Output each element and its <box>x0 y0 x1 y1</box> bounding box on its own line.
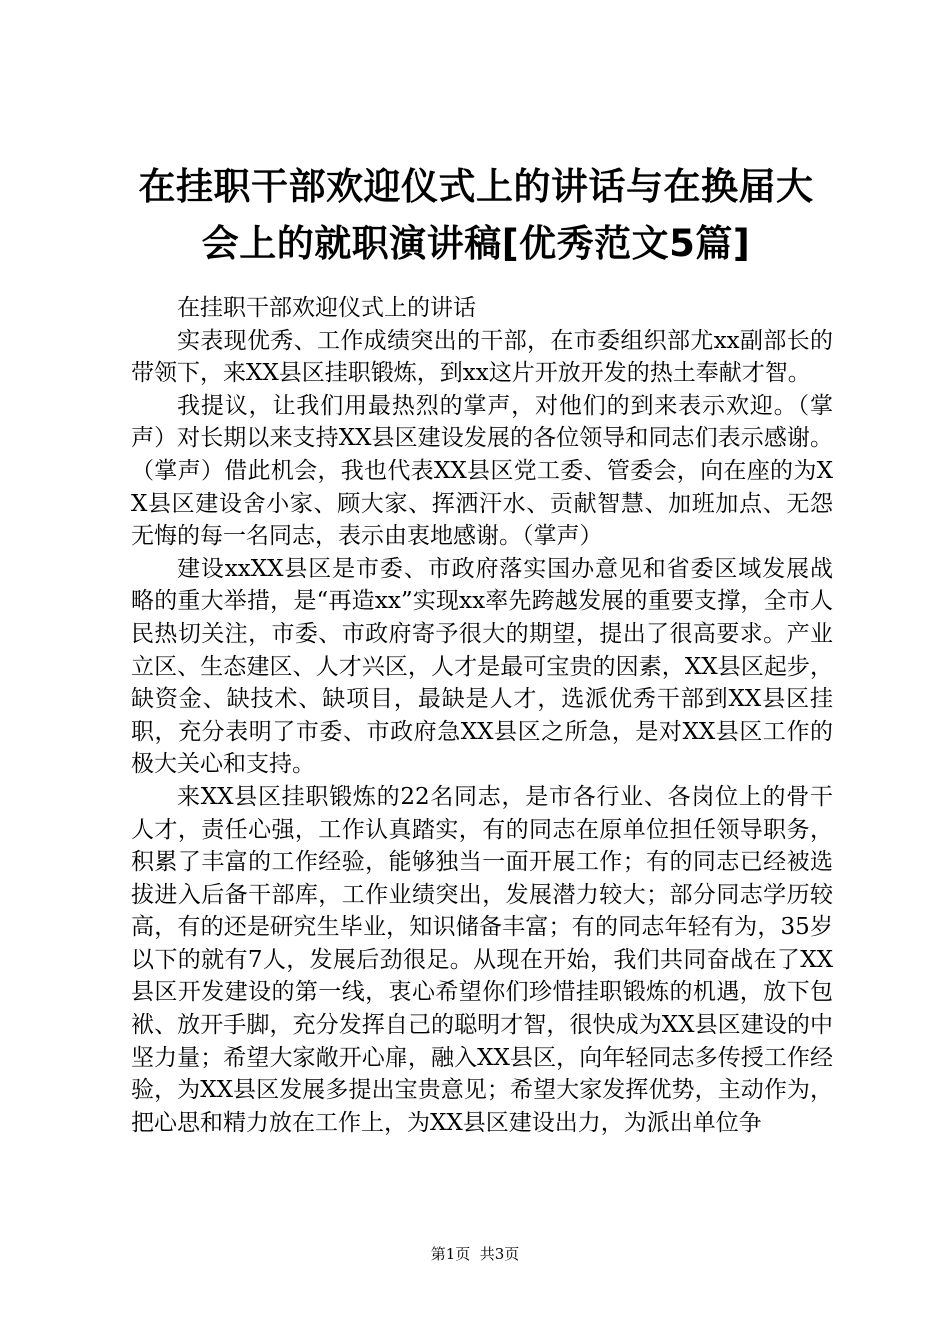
document-title: 在挂职干部欢迎仪式上的讲话与在换届大会上的就职演讲稿[优秀范文5篇] <box>138 165 814 265</box>
document-body <box>131 292 833 1139</box>
page-footer: 第1页 共3页 <box>430 1245 520 1263</box>
body-paragraph: 来XX县区挂职锻炼的22名同志，是市各行业、各岗位上的骨干人才，责任心强，工作认真踏实，有的同志在原单位担任领导职务，积累了丰富的工作经验，能够独当一面开展工作；有的同志已经被选拔进入后备干部库，工作业绩突出，发展潜力较大；部分同志学历较高，有的还是研究生毕业，知识储备丰富；有的同志年轻有为，35岁以下的就有7人，发展后劲很足。从现在开始，我们共同奋战在了XX县区开发建设的第一线，衷心希望你们珍惜挂职锻炼的机遇，放下包袱、放开手脚，充分发挥自己的聪明才智，很快成为XX县区建设的中坚力量；希望大家敞开心扉，融入XX县区，向年轻同志多传授工作经验，为XX县区发展多提出宝贵意见；希望大家发挥优势，主动作为，把心思和精力放在工作上，为XX县区建设出力，为派出单位争 <box>131 783 833 1136</box>
body-paragraph: 我提议，让我们用最热烈的掌声，对他们的到来表示欢迎。（掌声）对长期以来支持XX县区建设发展的各位领导和同志们表示感谢。（掌声）借此机会，我也代表XX县区党工委、管委会，向在座的为XX县区建设舍小家、顾大家、挥洒汗水、贡献智慧、加班加点、无怨无悔的每一名同志，表示由衷地感谢。（掌声） <box>131 392 833 550</box>
body-paragraph: 在挂职干部欢迎仪式上的讲话 <box>177 295 476 321</box>
body-paragraph: 实表现优秀、工作成绩突出的干部，在市委组织部尤xx副部长的带领下，来XX县区挂职锻炼，到xx这片开放开发的热土奉献才智。 <box>131 327 833 387</box>
body-paragraph: 建设xxXX县区是市委、市政府落实国办意见和省委区域发展战略的重大举措，是“再造xx”实现xx率先跨越发展的重要支撑，全市人民热切关注，市委、市政府寄予很大的期望，提出了很高要求。产业立区、生态建区、人才兴区，人才是最可宝贵的因素，XX县区起步，缺资金、缺技术、缺项目，最缺是人才，选派优秀干部到XX县区挂职，充分表明了市委、市政府急XX县区之所急，是对XX县区工作的极大关心和支持。 <box>131 555 833 778</box>
